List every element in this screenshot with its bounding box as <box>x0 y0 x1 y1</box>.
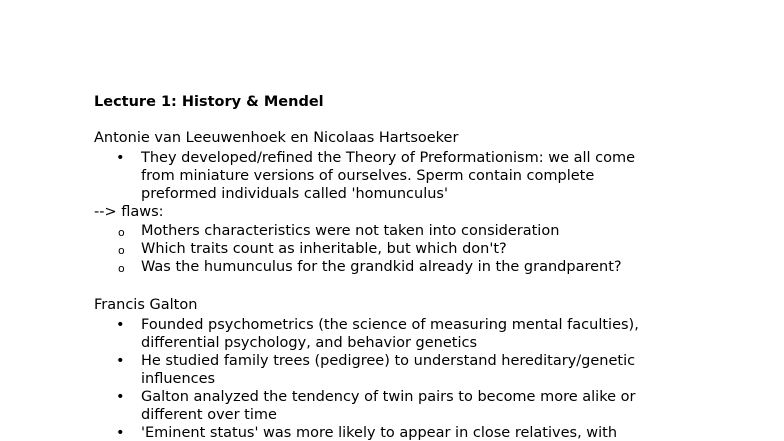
bullet-marker: • <box>116 150 125 166</box>
flaws-label: --> flaws: <box>94 204 164 220</box>
sub-list-item: Mothers characteristics were not taken into consideration <box>141 223 560 239</box>
list-item-line: preformed individuals called 'homunculus' <box>141 186 448 202</box>
list-item-line: Galton analyzed the tendency of twin pairs to become more alike or <box>141 389 636 405</box>
list-item-line: They developed/refined the Theory of Preformationism: we all come <box>141 150 636 166</box>
list-item <box>141 388 701 424</box>
list-item-line: differential psychology, and behavior genetics <box>141 335 478 351</box>
list-item-line: He studied family trees (pedigree) to understand hereditary/genetic <box>141 353 636 369</box>
bullet-marker: • <box>116 425 125 441</box>
list-item-line: different over time <box>141 407 277 423</box>
sub-bullet-marker: o <box>118 244 125 257</box>
list-item <box>141 352 701 388</box>
sub-list-item: Which traits count as inheritable, but which don't? <box>141 241 507 257</box>
bullet-marker: • <box>116 389 125 405</box>
list-item-line: influences <box>141 371 216 387</box>
sub-bullet-marker: o <box>118 262 125 275</box>
list-item <box>141 316 701 352</box>
bullet-marker: • <box>116 353 125 369</box>
section-heading-leeuwenhoek: Antonie van Leeuwenhoek en Nicolaas Hartsoeker <box>94 130 459 146</box>
list-item-line: 'Eminent status' was more likely to appear in close relatives, with <box>141 425 618 441</box>
sub-bullet-marker: o <box>118 226 125 239</box>
page-title: Lecture 1: History & Mendel <box>94 94 324 110</box>
sub-list-item: Was the humunculus for the grandkid already in the grandparent? <box>141 259 622 275</box>
list-item <box>141 149 701 203</box>
list-item <box>141 424 701 441</box>
section-heading-galton: Francis Galton <box>94 297 198 313</box>
list-item-line: Founded psychometrics (the science of measuring mental faculties), <box>141 317 639 333</box>
bullet-marker: • <box>116 317 125 333</box>
list-item-line: from miniature versions of ourselves. Sperm contain complete <box>141 168 595 184</box>
